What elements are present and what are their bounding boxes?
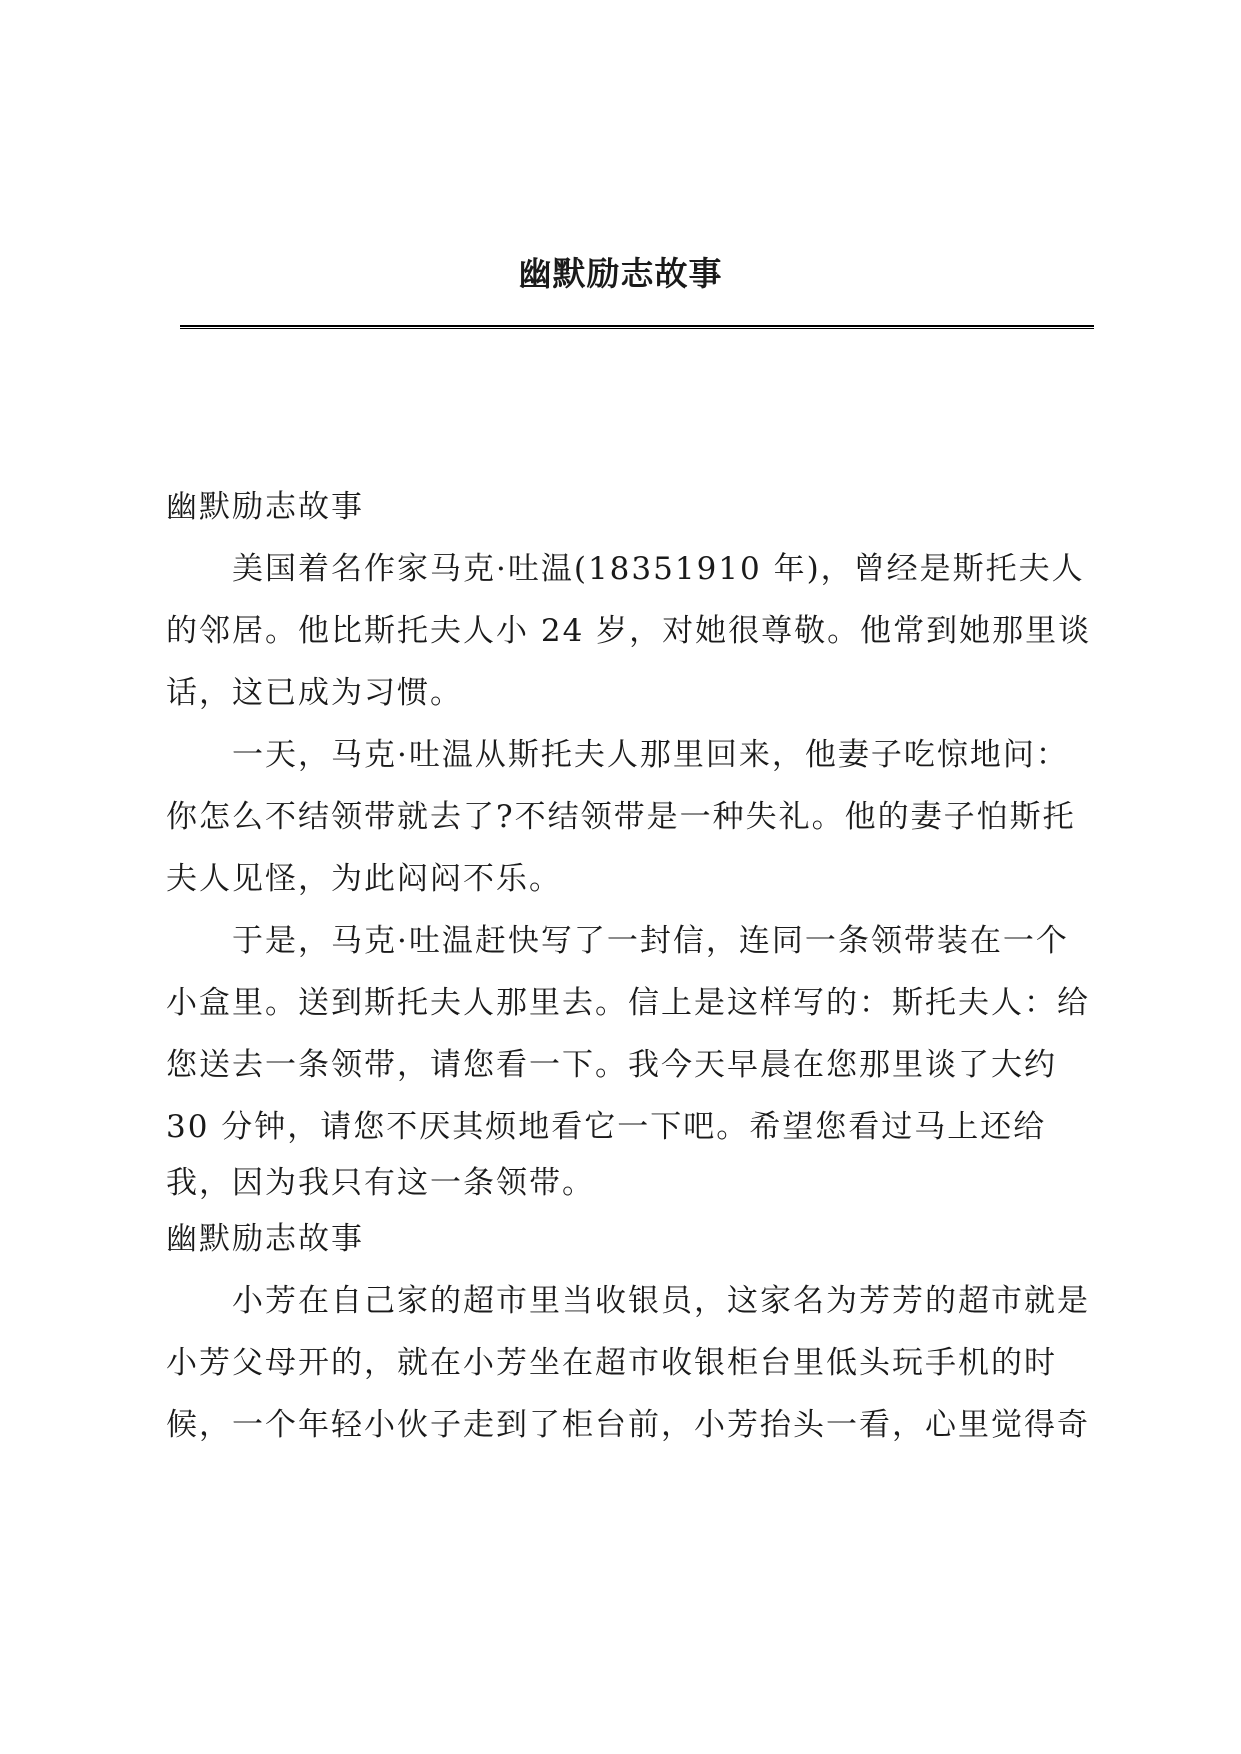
paragraph-line: 美国着名作家马克·吐温(18351910 年)，曾经是斯托夫人 [232,551,1085,587]
paragraph-line: 你怎么不结领带就去了?不结领带是一种失礼。他的妻子怕斯托 [166,799,1076,835]
paragraph-line: 的邻居。他比斯托夫人小 24 岁，对她很尊敬。他常到她那里谈 [166,613,1092,649]
title-divider [180,325,1094,329]
paragraph-line: 小芳父母开的，就在小芳坐在超市收银柜台里低头玩手机的时 [166,1345,1057,1381]
paragraph-line: 一天，马克·吐温从斯托夫人那里回来，他妻子吃惊地问： [232,737,1069,773]
paragraph-line: 夫人见怪，为此闷闷不乐。 [166,861,562,897]
document-title: 幽默励志故事 [518,254,723,293]
paragraph-line: 幽默励志故事 [166,489,364,525]
paragraph-line: 于是，马克·吐温赶快写了一封信，连同一条领带装在一个 [232,923,1069,959]
paragraph-line: 30 分钟，请您不厌其烦地看它一下吧。希望您看过马上还给 [166,1109,1047,1145]
paragraph-line: 候，一个年轻小伙子走到了柜台前，小芳抬头一看，心里觉得奇 [166,1407,1090,1443]
paragraph-line: 我，因为我只有这一条领带。 [166,1165,595,1201]
section-heading: 幽默励志故事 [166,1221,364,1257]
paragraph-line: 您送去一条领带，请您看一下。我今天早晨在您那里谈了大约 [166,1047,1057,1083]
paragraph-line: 话，这已成为习惯。 [166,675,463,711]
document-body [166,476,1096,1456]
paragraph-line: 小芳在自己家的超市里当收银员，这家名为芳芳的超市就是 [232,1283,1090,1319]
paragraph-line: 小盒里。送到斯托夫人那里去。信上是这样写的：斯托夫人：给 [166,985,1090,1021]
